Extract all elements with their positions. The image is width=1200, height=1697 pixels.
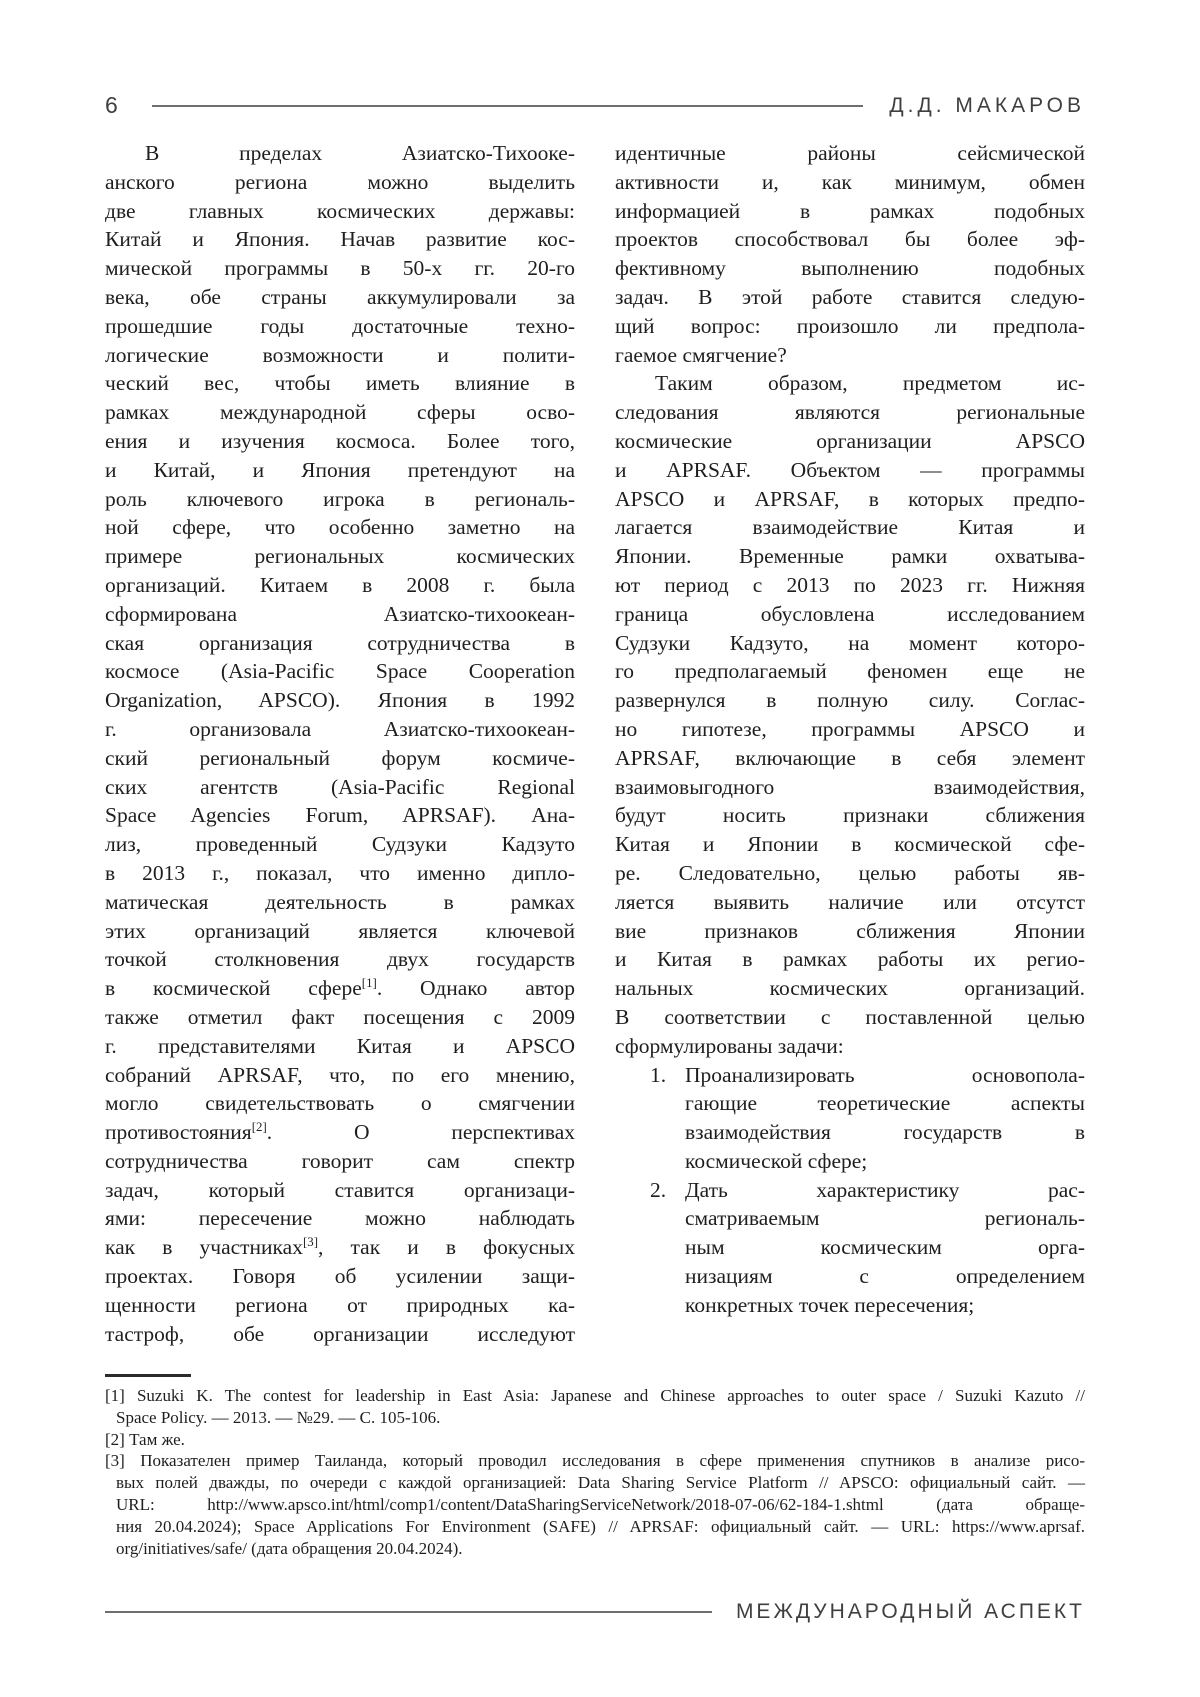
text-line: мической программы в 50-х гг. 20-го [105, 256, 575, 281]
text-line: В пределах Азиатско-Тихооке- [145, 141, 575, 165]
footnote-ref: [1] [361, 975, 377, 990]
text-line: рамках международной сферы осво- [105, 400, 575, 425]
text-line: активности и, как минимум, обмен [615, 169, 1085, 194]
footnote-line: [1] Suzuki K. The contest for leadership in East Asia: Japanese and Chinese approaches to outer space / Suzuki Kazuto // [105, 1386, 1085, 1405]
text-line: Японии. Временные рамки охватыва- [615, 544, 1085, 569]
text-line: граница обусловлена исследованием [615, 601, 1085, 626]
text-line: будут носить признаки сближения [615, 803, 1085, 828]
footnote-line: URL: http://www.apsco.int/html/comp1/content/DataSharingServiceNetwork/2018-07-06/62-184-1.shtml (дата обраще- [116, 1494, 1085, 1514]
text-line: проектах. Говоря об усилении защи- [105, 1264, 575, 1289]
text-line: ной сфере, что особенно заметно на [105, 515, 575, 540]
text-line: Таким образом, предметом ис- [655, 371, 1085, 396]
page-number: 6 [105, 92, 118, 118]
footnote-line: [2] Там же. [105, 1429, 185, 1449]
text-line: Organization, APSCO). Япония в 1992 [105, 688, 575, 713]
footnote-line: org/initiatives/safe/ (дата обращения 20.04.2024). [116, 1538, 463, 1558]
text-line: сформирована Азиатско-тихоокеан- [105, 601, 575, 626]
text-line: вие признаков сближения Японии [615, 918, 1085, 943]
text-line: г. представителями Китая и APSCO [105, 1033, 575, 1058]
text-line: и Китай, и Япония претендуют на [105, 457, 575, 482]
text-line: ляется выявить наличие или отсутст [615, 889, 1085, 914]
text-line: тастроф, обе организации исследуют [105, 1321, 575, 1346]
text-line: идентичные районы сейсмической [615, 141, 1085, 165]
text-line: лагается взаимодействие Китая и [615, 515, 1085, 540]
text-line: сматриваемым региональ- [685, 1206, 1085, 1231]
footnote-area [105, 1374, 1085, 1559]
text-line: ских агентств (Asia-Pacific Regional [105, 774, 575, 799]
footnotes-list [105, 1385, 1085, 1559]
text-line: логические возможности и полити- [105, 342, 575, 367]
text-line: могло свидетельствовать о смягчении [105, 1091, 575, 1116]
text-line: и Китая в рамках работы их регио- [615, 947, 1085, 972]
text-line: гающие теоретические аспекты [685, 1091, 1085, 1116]
article-body [105, 139, 1085, 1348]
footnote-line: вых полей дважды, по очереди с каждой организацией: Data Sharing Service Platform // APSCO: официальный сайт. — [116, 1473, 1085, 1493]
text-line: щий вопрос: произошло ли предпола- [615, 313, 1085, 338]
text-line: сформулированы задачи: [615, 1033, 844, 1058]
text-line: проектов способствовал бы более эф- [615, 227, 1085, 252]
text-line: организаций. Китаем в 2008 г. была [105, 572, 575, 597]
text-line: ют период с 2013 по 2023 гг. Нижняя [615, 572, 1085, 597]
text-line: взаимовыгодного взаимодействия, [615, 774, 1085, 799]
text-line: информацией в рамках подобных [615, 198, 1085, 223]
text-line: как в участниках[3], так и в фокусных [105, 1235, 576, 1260]
text-line: роль ключевого игрока в региональ- [105, 486, 575, 511]
text-line: примере региональных космических [105, 544, 575, 569]
text-line: следования являются региональные [615, 400, 1085, 425]
text-line: Space Agencies Forum, APRSAF). Ана- [105, 803, 575, 828]
text-line: фективному выполнению подобных [615, 256, 1085, 281]
text-line: гаемое смягчение? [615, 342, 787, 367]
text-line: в космической сфере[1]. Однако автор [105, 975, 576, 1001]
footer-rule [105, 1611, 712, 1613]
text-line: Судзуки Кадзуто, на момент которо- [615, 630, 1085, 655]
text-line: космической сфере; [685, 1148, 868, 1173]
text-line: 2. Дать характеристику рас- [615, 1176, 1085, 1205]
text-line: противостояния[2]. О перспективах [105, 1119, 575, 1145]
text-line: ным космическим орга- [685, 1235, 1085, 1260]
list-number: 1. [650, 1062, 667, 1087]
text-line: APRSAF, включающие в себя элемент [615, 745, 1085, 770]
text-line: космосе (Asia-Pacific Space Cooperation [105, 659, 575, 684]
text-line: г. организовала Азиатско-тихоокеан- [105, 716, 575, 741]
text-line: сотрудничества говорит сам спектр [105, 1148, 575, 1173]
text-line: задач. В этой работе ставится следую- [615, 284, 1085, 309]
list-number: 2. [650, 1177, 667, 1202]
text-line: лиз, проведенный Судзуки Кадзуто [105, 832, 575, 857]
text-line: ями: пересечение можно наблюдать [105, 1206, 575, 1231]
text-line: конкретных точек пересечения; [685, 1292, 975, 1317]
footnote-ref: [2] [251, 1119, 267, 1134]
text-line: APSCO и APRSAF, в которых предпо- [615, 486, 1085, 511]
text-line: точкой столкновения двух государств [105, 947, 575, 972]
text-line: го предполагаемый феномен еще не [615, 659, 1085, 684]
text-line: ения и изучения космоса. Более того, [105, 428, 575, 453]
header-rule [152, 105, 864, 107]
text-line: ский региональный форум космиче- [105, 745, 575, 770]
footnote-line: [3] Показателен пример Таиланда, который проводил исследования в сфере применения спутников в анализе рисо- [105, 1451, 1085, 1471]
text-line: космические организации APSCO [615, 428, 1085, 453]
column-left [105, 139, 575, 1348]
text-line: но гипотезе, программы APSCO и [615, 716, 1085, 741]
text-line: также отметил факт посещения с 2009 [105, 1004, 575, 1029]
text-line: прошедшие годы достаточные техно- [105, 313, 575, 338]
text-line: ческий вес, чтобы иметь влияние в [105, 371, 575, 396]
footnote-line: Space Policy. — 2013. — №29. — С. 105-106. [116, 1407, 441, 1427]
text-line: в 2013 г., показал, что именно дипло- [105, 860, 575, 885]
running-footer [105, 1601, 1085, 1622]
text-line: взаимодействия государств в [685, 1120, 1085, 1145]
text-line: этих организаций является ключевой [105, 918, 575, 943]
text-line: щенности региона от природных ка- [105, 1292, 575, 1317]
text-line: развернулся в полную силу. Соглас- [615, 688, 1085, 713]
running-footer-section: МЕЖДУНАРОДНЫЙ АСПЕКТ [735, 1600, 1085, 1623]
running-header [105, 94, 1085, 117]
text-line: 1. Проанализировать основопола- [615, 1061, 1085, 1090]
text-line: века, обе страны аккумулировали за [105, 284, 575, 309]
text-line: ре. Следовательно, целью работы яв- [615, 860, 1085, 885]
text-line: Китая и Японии в космической сфе- [615, 832, 1085, 857]
column-right [615, 139, 1085, 1348]
text-line: низациям с определением [685, 1264, 1085, 1289]
text-line: матическая деятельность в рамках [105, 889, 575, 914]
running-header-author: Д.Д. МАКАРОВ [889, 94, 1085, 117]
footnote-ref: [3] [302, 1235, 319, 1250]
text-line: нальных космических организаций. [615, 976, 1085, 1001]
text-line: две главных космических державы: [105, 198, 575, 223]
text-line: собраний APRSAF, что, по его мнению, [105, 1062, 575, 1087]
text-line: задач, который ставится организаци- [105, 1177, 575, 1202]
footnote-line: ния 20.04.2024); Space Applications For Environment (SAFE) // APRSAF: официальный сайт. — URL: https://www.aprsaf. [116, 1516, 1085, 1536]
footnote-separator-rule [105, 1374, 191, 1377]
text-line: ская организация сотрудничества в [105, 630, 575, 655]
text-line: В соответствии с поставленной целью [615, 1004, 1085, 1029]
text-line: и APRSAF. Объектом — программы [615, 457, 1085, 482]
text-line: Китай и Япония. Начав развитие кос- [105, 227, 575, 252]
text-line: анского региона можно выделить [105, 169, 575, 194]
